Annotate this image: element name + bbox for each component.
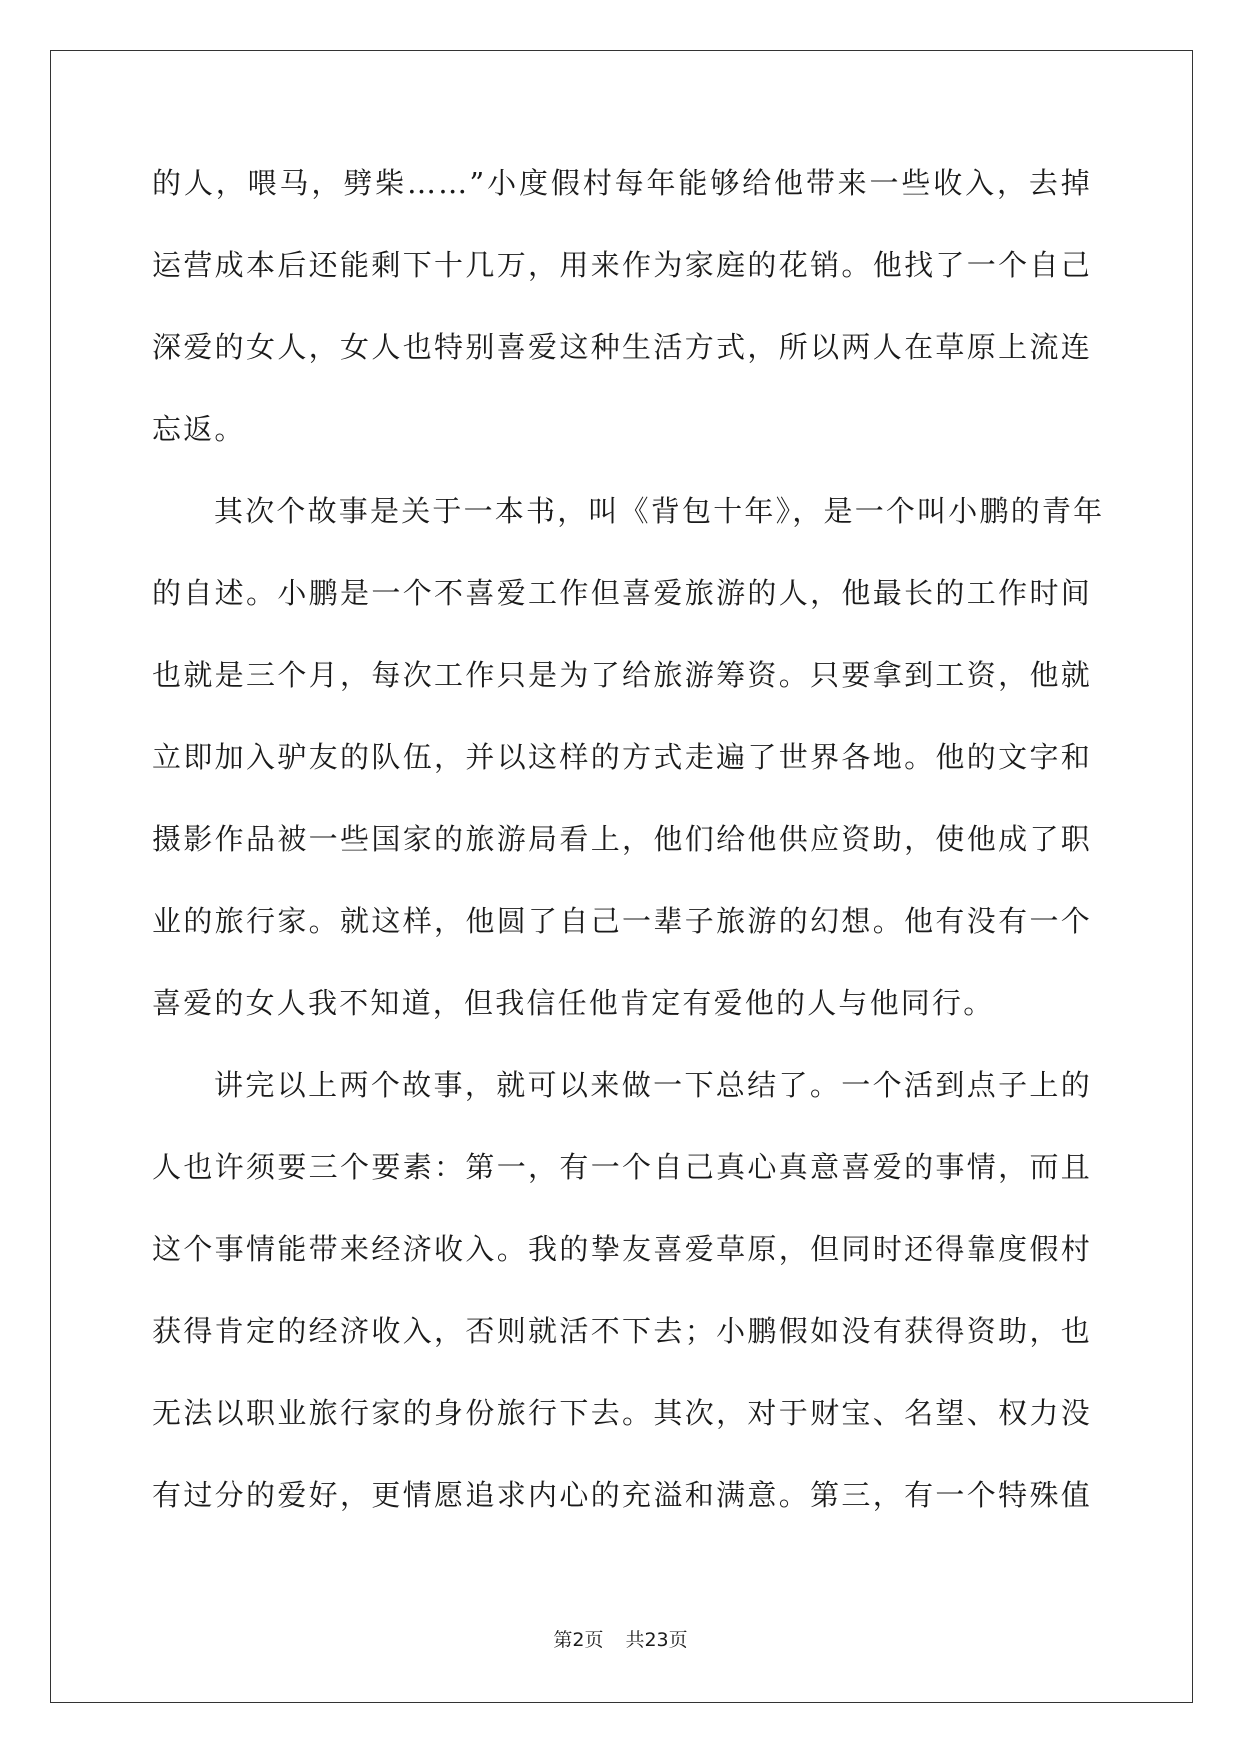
text-line: 也就是三个月，每次工作只是为了给旅游筹资。只要拿到工资，他就	[152, 658, 1092, 692]
total-prefix: 共	[625, 1629, 645, 1651]
body-text	[152, 160, 1105, 1554]
text-line: 获得肯定的经济收入，否则就活不下去；小鹏假如没有获得资助，也	[152, 1314, 1092, 1348]
text-line: 讲完以上两个故事，就可以来做一下总结了。一个活到点子上的	[214, 1068, 1092, 1102]
text-line: 运营成本后还能剩下十几万，用来作为家庭的花销。他找了一个自己	[152, 248, 1092, 282]
page-prefix: 第	[553, 1629, 573, 1651]
page-suffix: 页	[584, 1629, 604, 1651]
text-line: 立即加入驴友的队伍，并以这样的方式走遍了世界各地。他的文字和	[152, 740, 1092, 774]
text-line: 摄影作品被一些国家的旅游局看上，他们给他供应资助，使他成了职	[152, 822, 1092, 856]
text-line: 的人，喂马，劈柴……”小度假村每年能够给他带来一些收入，去掉	[152, 166, 1092, 200]
text-line: 其次个故事是关于一本书，叫《背包十年》，是一个叫小鹏的青年	[214, 494, 1105, 528]
total-suffix: 页	[668, 1629, 688, 1651]
text-line: 业的旅行家。就这样，他圆了自己一辈子旅游的幻想。他有没有一个	[152, 904, 1092, 938]
page-footer	[0, 1627, 1241, 1653]
text-line: 人也许须要三个要素：第一，有一个自己真心真意喜爱的事情，而且	[152, 1150, 1092, 1184]
text-line: 忘返。	[152, 412, 246, 446]
text-line: 的自述。小鹏是一个不喜爱工作但喜爱旅游的人，他最长的工作时间	[152, 576, 1092, 610]
total-pages: 23	[644, 1629, 669, 1651]
text-line: 深爱的女人，女人也特别喜爱这种生活方式，所以两人在草原上流连	[152, 330, 1092, 364]
text-line: 喜爱的女人我不知道，但我信任他肯定有爱他的人与他同行。	[152, 986, 995, 1020]
text-line: 这个事情能带来经济收入。我的挚友喜爱草原，但同时还得靠度假村	[152, 1232, 1092, 1266]
text-line: 有过分的爱好，更情愿追求内心的充溢和满意。第三，有一个特殊值	[152, 1478, 1092, 1512]
page-number: 2	[572, 1629, 585, 1651]
text-line: 无法以职业旅行家的身份旅行下去。其次，对于财宝、名望、权力没	[152, 1396, 1092, 1430]
